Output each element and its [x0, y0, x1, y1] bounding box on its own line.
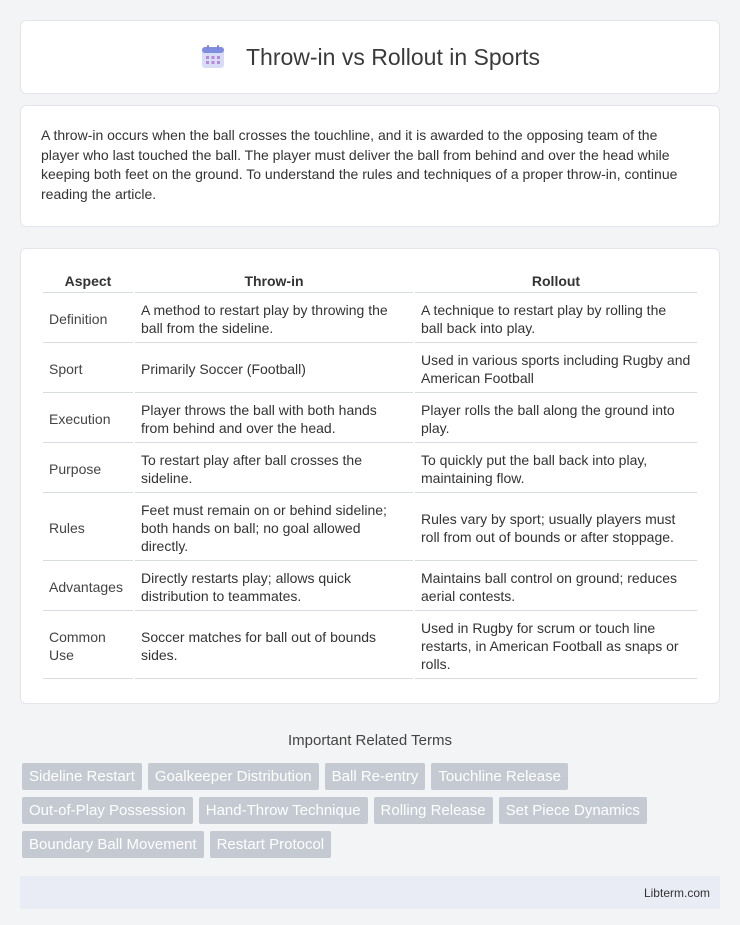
column-header: Aspect: [43, 271, 133, 293]
related-term-tag[interactable]: Rolling Release: [374, 797, 493, 824]
throw-in-cell: Primarily Soccer (Football): [135, 345, 413, 393]
page-header: [20, 20, 720, 94]
table-header-row: [43, 271, 697, 293]
rollout-cell: Player rolls the ball along the ground into play.: [415, 395, 697, 443]
table-row: [43, 563, 697, 611]
row-aspect-cell: Sport: [43, 345, 133, 393]
rollout-cell: Maintains ball control on ground; reduces aerial contests.: [415, 563, 697, 611]
related-term-tag[interactable]: Out-of-Play Possession: [22, 797, 193, 824]
row-aspect-cell: Common Use: [43, 613, 133, 679]
table-row: [43, 445, 697, 493]
related-terms-title: Important Related Terms: [288, 732, 452, 749]
related-term-tag[interactable]: Goalkeeper Distribution: [148, 763, 319, 790]
throw-in-cell: Player throws the ball with both hands from behind and over the head.: [135, 395, 413, 443]
table-row: [43, 395, 697, 443]
rollout-cell: A technique to restart play by rolling the ball back into play.: [415, 295, 697, 343]
table-row: [43, 495, 697, 561]
related-term-tag[interactable]: Touchline Release: [431, 763, 568, 790]
related-term-tag[interactable]: Ball Re-entry: [325, 763, 426, 790]
row-aspect-cell: Execution: [43, 395, 133, 443]
related-term-tag[interactable]: Hand-Throw Technique: [199, 797, 368, 824]
rollout-cell: Used in various sports including Rugby and American Football: [415, 345, 697, 393]
related-term-tag[interactable]: Boundary Ball Movement: [22, 831, 204, 858]
table-row: [43, 613, 697, 679]
rollout-cell: Used in Rugby for scrum or touch line restarts, in American Football as snaps or rolls.: [415, 613, 697, 679]
table-row: [43, 295, 697, 343]
table-row: [43, 345, 697, 393]
intro-paragraph: A throw-in occurs when the ball crosses the touchline, and it is awarded to the opposing team of the player who last touched the ball. The player must deliver the ball from behind and over the head while keeping both feet on the ground. To understand the rules and techniques of a proper throw-in, continue reading the article.: [20, 105, 720, 227]
column-header: Throw-in: [135, 271, 413, 293]
related-term-tag[interactable]: Sideline Restart: [22, 763, 142, 790]
comparison-table-card: [20, 248, 720, 704]
column-header: Rollout: [415, 271, 697, 293]
throw-in-cell: Feet must remain on or behind sideline; both hands on ball; no goal allowed directly.: [135, 495, 413, 561]
throw-in-cell: To restart play after ball crosses the sideline.: [135, 445, 413, 493]
rollout-cell: To quickly put the ball back into play, maintaining flow.: [415, 445, 697, 493]
throw-in-cell: Directly restarts play; allows quick distribution to teammates.: [135, 563, 413, 611]
row-aspect-cell: Rules: [43, 495, 133, 561]
throw-in-cell: Soccer matches for ball out of bounds sides.: [135, 613, 413, 679]
calendar-icon: [200, 44, 226, 70]
rollout-cell: Rules vary by sport; usually players must roll from out of bounds or after stoppage.: [415, 495, 697, 561]
row-aspect-cell: Definition: [43, 295, 133, 343]
row-aspect-cell: Advantages: [43, 563, 133, 611]
comparison-table: [41, 269, 699, 681]
page-title: Throw-in vs Rollout in Sports: [246, 43, 540, 70]
footer-link[interactable]: Libterm.com: [643, 885, 710, 900]
related-terms-list: [22, 763, 720, 865]
related-term-tag[interactable]: Set Piece Dynamics: [499, 797, 647, 824]
footer: [20, 876, 720, 909]
row-aspect-cell: Purpose: [43, 445, 133, 493]
throw-in-cell: A method to restart play by throwing the ball from the sideline.: [135, 295, 413, 343]
related-term-tag[interactable]: Restart Protocol: [210, 831, 332, 858]
